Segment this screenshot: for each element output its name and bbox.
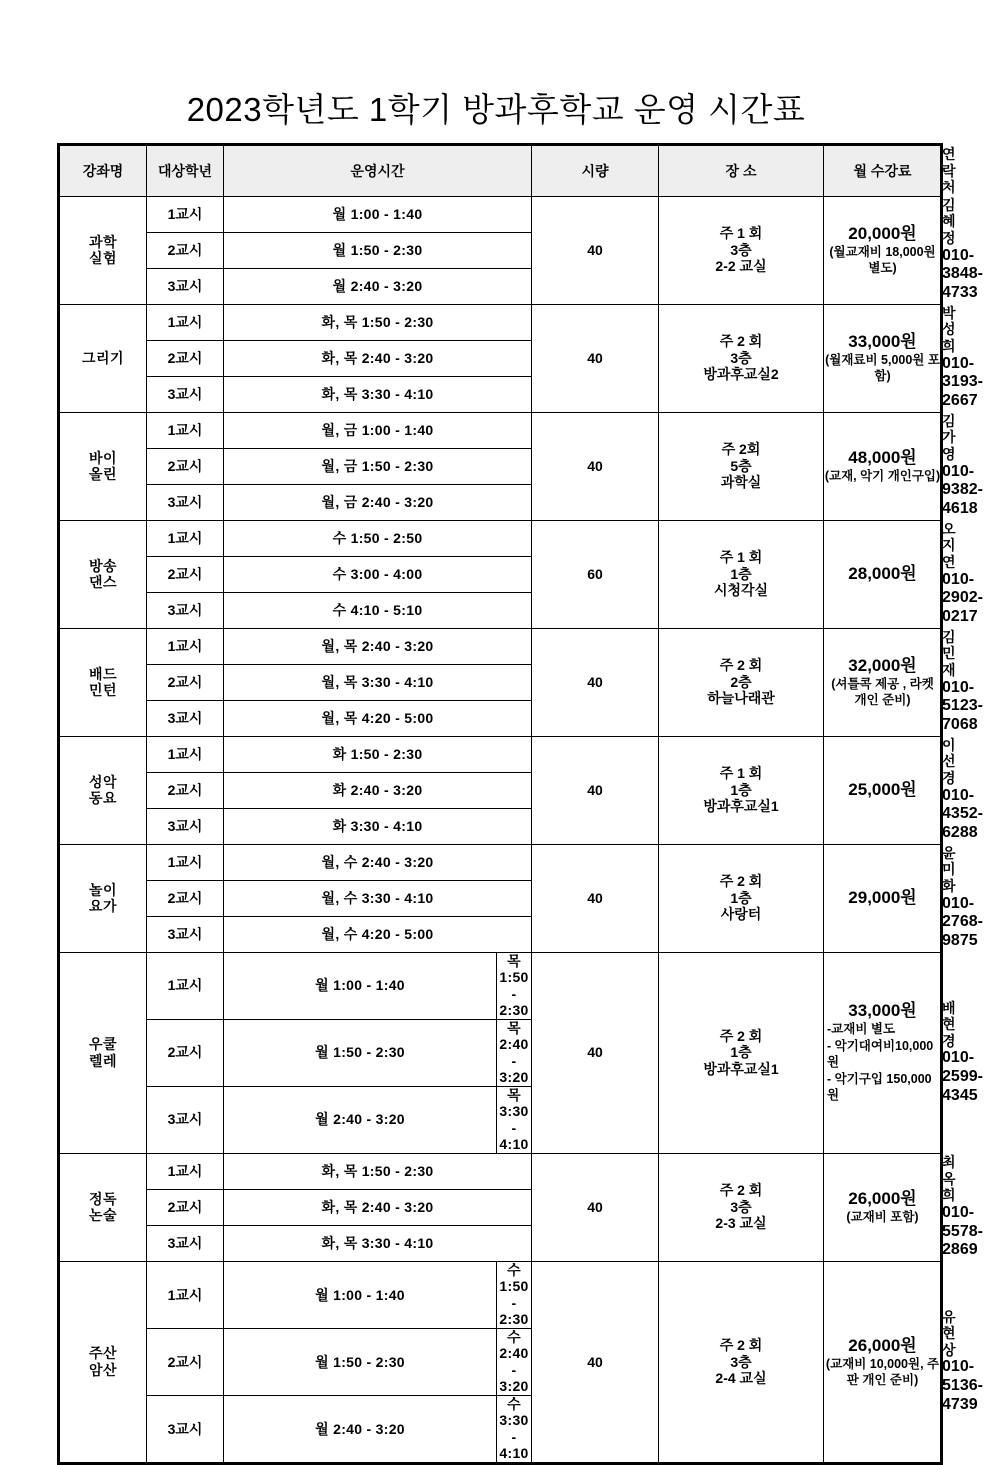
time-cell: 월 2:40 - 3:20 bbox=[224, 1086, 497, 1153]
period-cell: 2교시 bbox=[147, 1189, 224, 1225]
period-cell: 1교시 bbox=[147, 304, 224, 340]
course-name-cell bbox=[59, 736, 147, 844]
time-cell: 화 1:50 - 2:30 bbox=[224, 736, 532, 772]
period-cell: 2교시 bbox=[147, 232, 224, 268]
fee-amount: 29,000원 bbox=[848, 888, 917, 908]
fee-cell bbox=[824, 412, 942, 520]
time-cell: 수 3:00 - 4:00 bbox=[224, 556, 532, 592]
page-title: 2023학년도 1학기 방과후학교 운영 시간표 bbox=[186, 91, 806, 128]
time-cell: 수 4:10 - 5:10 bbox=[224, 592, 532, 628]
period-cell: 2교시 bbox=[147, 880, 224, 916]
course-name-line: 그리기 bbox=[81, 349, 125, 366]
fee-amount: 20,000원 bbox=[848, 223, 917, 243]
time-cell: 월 2:40 - 3:20 bbox=[224, 268, 532, 304]
header-operating-time: 운영시간 bbox=[224, 145, 532, 197]
fee-cell bbox=[824, 1153, 942, 1261]
course-name-line: 과학 bbox=[88, 233, 118, 250]
place-line: 1층 bbox=[730, 889, 752, 906]
time-cell-secondary: 수 2:40 - 3:20 bbox=[497, 1328, 532, 1395]
course-name-line: 실험 bbox=[88, 250, 118, 267]
place-line: 방과후교실2 bbox=[703, 366, 779, 383]
table-row: 방송 댄스 1교시 수 1:50 - 2:50 60 주 1 회 1층 시청각실 28,000원 오 지 연 010-2902-0217 bbox=[59, 520, 942, 556]
place-line: 주 2 회 bbox=[719, 1182, 763, 1199]
period-cell: 1교시 bbox=[147, 520, 224, 556]
time-cell: 수 1:50 - 2:50 bbox=[224, 520, 532, 556]
period-cell: 1교시 bbox=[147, 196, 224, 232]
time-cell: 화, 목 3:30 - 4:10 bbox=[224, 1225, 532, 1261]
place-line: 주 2 회 bbox=[719, 1027, 763, 1044]
course-name-line: 방송 bbox=[88, 557, 118, 574]
table-row: 우쿨 렐레 1교시 월 1:00 - 1:40 목 1:50 - 2:30 40 주 2 회 1층 방과후교실1 33,000원 -교재비 별도 - 악기대여비10,000원 - 악기구입 150,000원 배 현 경 010-2599-4345 bbox=[59, 952, 942, 1019]
table-header bbox=[59, 145, 956, 197]
time-cell: 월 1:00 - 1:40 bbox=[224, 1261, 497, 1328]
place-cell bbox=[659, 628, 824, 736]
fee-note-line: - 악기구입 150,000원 bbox=[827, 1071, 932, 1103]
period-cell: 3교시 bbox=[147, 484, 224, 520]
place-cell bbox=[659, 412, 824, 520]
course-name-cell bbox=[59, 628, 147, 736]
period-cell: 3교시 bbox=[147, 808, 224, 844]
time-cell: 화, 목 2:40 - 3:20 bbox=[224, 1189, 532, 1225]
place-line: 주 2 회 bbox=[719, 873, 763, 890]
fee-cell bbox=[824, 844, 942, 952]
course-name-cell bbox=[59, 844, 147, 952]
course-name-line: 주산 bbox=[88, 1345, 118, 1362]
time-cell: 월, 수 4:20 - 5:00 bbox=[224, 916, 532, 952]
place-line: 과학실 bbox=[720, 474, 762, 491]
header-monthly-fee: 월 수강료 bbox=[824, 145, 942, 197]
fee-cell bbox=[824, 1261, 942, 1463]
time-cell: 월 1:50 - 2:30 bbox=[224, 1019, 497, 1086]
course-name-line: 암산 bbox=[88, 1361, 118, 1378]
place-line: 2-3 교실 bbox=[715, 1215, 767, 1232]
course-name-line: 올린 bbox=[88, 466, 118, 483]
table-row: 바이 올린 1교시 월, 금 1:00 - 1:40 40 주 2회 5층 과학실 48,000원 (교재, 악기 개인구입) 김 가 영 010-9382-4618 bbox=[59, 412, 942, 448]
period-cell: 2교시 bbox=[147, 772, 224, 808]
time-cell: 화, 목 1:50 - 2:30 bbox=[224, 304, 532, 340]
course-name-cell bbox=[59, 196, 147, 304]
place-line: 주 1 회 bbox=[719, 225, 763, 242]
place-cell bbox=[659, 196, 824, 304]
place-cell bbox=[659, 1261, 824, 1463]
fee-note: (셔틀콕 제공 , 라켓 개인 준비) bbox=[831, 676, 934, 708]
table-row: 놀이 요가 1교시 월, 수 2:40 - 3:20 40 주 2 회 1층 사랑터 29,000원 윤 미 화 010-2768-9875 bbox=[59, 844, 942, 880]
period-cell: 2교시 bbox=[147, 340, 224, 376]
place-line: 2-4 교실 bbox=[715, 1370, 767, 1387]
fee-note: (교재비 포함) bbox=[846, 1210, 919, 1225]
capacity-cell: 40 bbox=[532, 952, 659, 1153]
time-cell: 월 1:00 - 1:40 bbox=[224, 196, 532, 232]
fee-amount: 25,000원 bbox=[848, 780, 917, 800]
time-cell: 월, 목 2:40 - 3:20 bbox=[224, 628, 532, 664]
course-name-line: 정독 bbox=[88, 1190, 118, 1207]
afterschool-schedule-table bbox=[57, 143, 983, 1465]
fee-amount: 28,000원 bbox=[848, 564, 917, 584]
capacity-cell: 40 bbox=[532, 736, 659, 844]
fee-note: (월교재비 18,000원 별도) bbox=[829, 244, 936, 276]
place-line: 시청각실 bbox=[713, 582, 769, 599]
course-name-line: 동요 bbox=[88, 790, 118, 807]
capacity-cell: 40 bbox=[532, 844, 659, 952]
course-name-line: 바이 bbox=[88, 449, 118, 466]
course-name-line: 댄스 bbox=[88, 574, 118, 591]
table-row: 성악 동요 1교시 화 1:50 - 2:30 40 주 1 회 1층 방과후교실1 25,000원 이 선 경 010-4352-6288 bbox=[59, 736, 942, 772]
period-cell: 3교시 bbox=[147, 1225, 224, 1261]
fee-note-line: -교재비 별도 bbox=[827, 1022, 896, 1037]
header-capacity: 시량 bbox=[532, 145, 659, 197]
course-name-line: 논술 bbox=[88, 1207, 118, 1224]
period-cell: 3교시 bbox=[147, 376, 224, 412]
course-name-line: 성악 bbox=[88, 773, 118, 790]
time-cell: 화, 목 2:40 - 3:20 bbox=[224, 340, 532, 376]
header-row: 강좌명 대상학년 운영시간 시량 장 소 월 수강료 연락처 bbox=[59, 145, 942, 197]
fee-note: (월재료비 5,000원 포함) bbox=[825, 352, 940, 384]
fee-amount: 33,000원 bbox=[848, 331, 917, 351]
place-cell bbox=[659, 952, 824, 1153]
place-line: 1층 bbox=[730, 781, 752, 798]
place-cell bbox=[659, 520, 824, 628]
place-line: 2-2 교실 bbox=[715, 258, 767, 275]
fee-amount: 26,000원 bbox=[848, 1335, 917, 1355]
period-cell: 2교시 bbox=[147, 664, 224, 700]
course-name-cell bbox=[59, 520, 147, 628]
place-line: 2층 bbox=[730, 673, 752, 690]
capacity-cell: 40 bbox=[532, 196, 659, 304]
course-name-cell bbox=[59, 304, 147, 412]
period-cell: 1교시 bbox=[147, 628, 224, 664]
place-line: 주 2 회 bbox=[719, 657, 763, 674]
capacity-cell: 40 bbox=[532, 1153, 659, 1261]
fee-note-list bbox=[824, 1021, 941, 1104]
capacity-cell: 40 bbox=[532, 412, 659, 520]
table-row: 과학 실험 1교시 월 1:00 - 1:40 40 주 1 회 3층 2-2 교실 20,000원 (월교재비 18,000원 별도) 김 혜 정 010-3848-4733 bbox=[59, 196, 942, 232]
course-name-cell bbox=[59, 412, 147, 520]
course-name-line: 배드 bbox=[88, 665, 118, 682]
time-cell: 월 2:40 - 3:20 bbox=[224, 1395, 497, 1463]
fee-amount: 26,000원 bbox=[848, 1189, 917, 1209]
time-cell: 월 1:50 - 2:30 bbox=[224, 232, 532, 268]
capacity-cell: 40 bbox=[532, 1261, 659, 1463]
time-cell: 월, 금 2:40 - 3:20 bbox=[224, 484, 532, 520]
time-cell: 월, 수 3:30 - 4:10 bbox=[224, 880, 532, 916]
place-line: 주 2회 bbox=[721, 441, 761, 458]
header-place: 장 소 bbox=[659, 145, 824, 197]
period-cell: 1교시 bbox=[147, 952, 224, 1019]
time-cell-secondary: 수 3:30 - 4:10 bbox=[497, 1395, 532, 1463]
course-name-line: 렐레 bbox=[88, 1052, 118, 1069]
fee-note: (교재, 악기 개인구입) bbox=[824, 468, 941, 483]
period-cell: 1교시 bbox=[147, 1261, 224, 1328]
fee-note: (교재비 10,000원, 주판 개인 준비) bbox=[825, 1356, 940, 1387]
period-cell: 1교시 bbox=[147, 1153, 224, 1189]
period-cell: 3교시 bbox=[147, 700, 224, 736]
place-cell bbox=[659, 844, 824, 952]
period-cell: 3교시 bbox=[147, 916, 224, 952]
fee-note-line: - 악기대여비10,000원 bbox=[827, 1038, 934, 1070]
time-cell-secondary: 목 3:30 - 4:10 bbox=[497, 1086, 532, 1153]
place-cell bbox=[659, 1153, 824, 1261]
capacity-cell: 40 bbox=[532, 628, 659, 736]
period-cell: 2교시 bbox=[147, 1019, 224, 1086]
period-cell: 2교시 bbox=[147, 556, 224, 592]
time-cell: 월, 수 2:40 - 3:20 bbox=[224, 844, 532, 880]
place-line: 주 2 회 bbox=[719, 1337, 763, 1354]
place-line: 주 2 회 bbox=[719, 333, 763, 350]
table-body bbox=[59, 196, 983, 1463]
table-row: 배드 민턴 1교시 월, 목 2:40 - 3:20 40 주 2 회 2층 하늘나래관 32,000원 (셔틀콕 제공 , 라켓 개인 준비) 김 민 재 010-5123-7068 bbox=[59, 628, 942, 664]
time-cell: 화, 목 3:30 - 4:10 bbox=[224, 376, 532, 412]
period-cell: 2교시 bbox=[147, 1328, 224, 1395]
time-cell: 화, 목 1:50 - 2:30 bbox=[224, 1153, 532, 1189]
course-name-cell bbox=[59, 1153, 147, 1261]
place-line: 주 1 회 bbox=[719, 765, 763, 782]
course-name-line: 우쿨 bbox=[88, 1036, 118, 1053]
period-cell: 3교시 bbox=[147, 268, 224, 304]
place-line: 3층 bbox=[730, 349, 752, 366]
fee-cell bbox=[824, 628, 942, 736]
place-line: 1층 bbox=[730, 1044, 752, 1061]
header-course-name: 강좌명 bbox=[59, 145, 147, 197]
period-cell: 1교시 bbox=[147, 736, 224, 772]
course-name-line: 요가 bbox=[88, 898, 118, 915]
fee-cell bbox=[824, 196, 942, 304]
fee-amount: 48,000원 bbox=[848, 447, 917, 467]
time-cell: 화 3:30 - 4:10 bbox=[224, 808, 532, 844]
time-cell: 월, 금 1:00 - 1:40 bbox=[224, 412, 532, 448]
period-cell: 1교시 bbox=[147, 844, 224, 880]
place-line: 사랑터 bbox=[720, 906, 762, 923]
period-cell: 3교시 bbox=[147, 592, 224, 628]
fee-amount: 33,000원 bbox=[848, 1001, 917, 1021]
period-cell: 1교시 bbox=[147, 412, 224, 448]
table-row: 그리기 1교시 화, 목 1:50 - 2:30 40 주 2 회 3층 방과후교실2 33,000원 (월재료비 5,000원 포함) 박 성 희 010-3193-2667 bbox=[59, 304, 942, 340]
course-name-cell bbox=[59, 1261, 147, 1463]
time-cell: 월 1:50 - 2:30 bbox=[224, 1328, 497, 1395]
course-name-line: 민턴 bbox=[88, 682, 118, 699]
time-cell-secondary: 목 1:50 - 2:30 bbox=[497, 952, 532, 1019]
capacity-cell: 60 bbox=[532, 520, 659, 628]
time-cell: 월, 목 4:20 - 5:00 bbox=[224, 700, 532, 736]
time-cell: 월, 목 3:30 - 4:10 bbox=[224, 664, 532, 700]
place-line: 3층 bbox=[730, 241, 752, 258]
capacity-cell: 40 bbox=[532, 304, 659, 412]
place-line: 5층 bbox=[730, 457, 752, 474]
place-line: 하늘나래관 bbox=[707, 690, 775, 707]
place-line: 1층 bbox=[730, 565, 752, 582]
period-cell: 3교시 bbox=[147, 1395, 224, 1463]
time-cell: 화 2:40 - 3:20 bbox=[224, 772, 532, 808]
time-cell: 월 1:00 - 1:40 bbox=[224, 952, 497, 1019]
period-cell: 2교시 bbox=[147, 448, 224, 484]
place-cell bbox=[659, 736, 824, 844]
time-cell-secondary: 수 1:50 - 2:30 bbox=[497, 1261, 532, 1328]
fee-cell bbox=[824, 736, 942, 844]
fee-cell bbox=[824, 304, 942, 412]
course-name-line: 놀이 bbox=[88, 881, 118, 898]
time-cell-secondary: 목 2:40 - 3:20 bbox=[497, 1019, 532, 1086]
place-line: 방과후교실1 bbox=[703, 1060, 779, 1077]
place-line: 주 1 회 bbox=[719, 549, 763, 566]
fee-cell bbox=[824, 952, 942, 1153]
period-cell: 3교시 bbox=[147, 1086, 224, 1153]
fee-amount: 32,000원 bbox=[848, 655, 917, 675]
place-line: 3층 bbox=[730, 1353, 752, 1370]
fee-cell bbox=[824, 520, 942, 628]
course-name-cell bbox=[59, 952, 147, 1153]
time-cell: 월, 금 1:50 - 2:30 bbox=[224, 448, 532, 484]
place-line: 방과후교실1 bbox=[703, 798, 779, 815]
header-target-grade: 대상학년 bbox=[147, 145, 224, 197]
table-row: 정독 논술 1교시 화, 목 1:50 - 2:30 40 주 2 회 3층 2-3 교실 26,000원 (교재비 포함) 최 옥 희 010-5578-2869 bbox=[59, 1153, 942, 1189]
table-row: 주산 암산 1교시 월 1:00 - 1:40 수 1:50 - 2:30 40 주 2 회 3층 2-4 교실 26,000원 (교재비 10,000원, 주판 개인 준비) 유 현 상 010-5136-4739 bbox=[59, 1261, 942, 1328]
place-cell bbox=[659, 304, 824, 412]
place-line: 3층 bbox=[730, 1198, 752, 1215]
